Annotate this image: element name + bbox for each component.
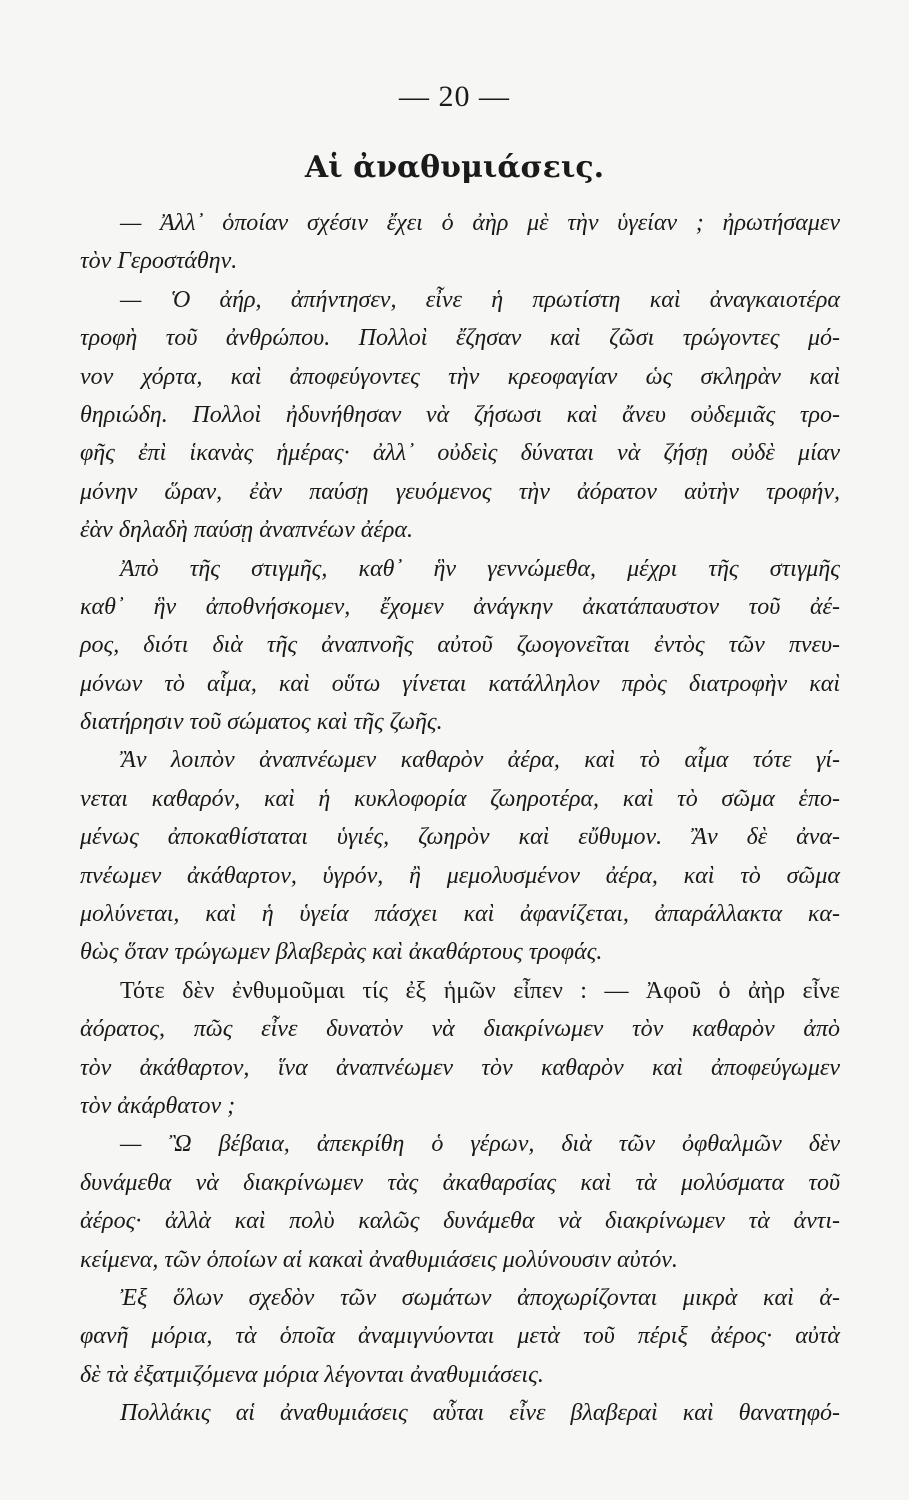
text-line: μολύνεται, καὶ ἡ ὑγεία πάσχει καὶ ἀφανίζεται, ἀπαράλλακτα κα- — [80, 901, 840, 928]
text-line: δυνάμεθα νὰ διακρίνωμεν τὰς ἀκαθαρσίας καὶ τὰ μολύσματα τοῦ — [80, 1169, 840, 1196]
text-line: νον χόρτα, καὶ ἀποφεύγοντες τὴν κρεοφαγίαν ὡς σκληρὰν καὶ — [80, 363, 840, 390]
text-line: πνέωμεν ἀκάθαρτον, ὑγρόν, ἢ μεμολυσμένον ἀέρα, καὶ τὸ σῶμα — [80, 862, 840, 889]
text-line: τροφὴ τοῦ ἀνθρώπου. Πολλοὶ ἔζησαν καὶ ζῶσι τρώγοντες μό- — [80, 325, 840, 352]
text-line: ἀέρος· ἀλλὰ καὶ πολὺ καλῶς δυνάμεθα νὰ διακρίνωμεν τὰ ἀντι- — [80, 1208, 840, 1235]
text-line: Ἐξ ὅλων σχεδὸν τῶν σωμάτων ἀποχωρίζονται μικρὰ καὶ ἀ- — [120, 1284, 840, 1311]
text-line: φανῆ μόρια, τὰ ὁποῖα ἀναμιγνύονται μετὰ τοῦ πέριξ ἀέρος· αὐτὰ — [80, 1323, 840, 1350]
text-line: νεται καθαρόν, καὶ ἡ κυκλοφορία ζωηροτέρα, καὶ τὸ σῶμα ἑπο- — [80, 785, 840, 812]
text-line: φῆς ἐπὶ ἱκανὰς ἡμέρας· ἀλλ᾽ οὐδεὶς δύναται νὰ ζήσῃ οὐδὲ μίαν — [80, 440, 840, 467]
section-title: Αἱ ἀναθυμιάσεις. — [304, 150, 605, 185]
page-number: — 20 — — [399, 80, 510, 113]
text-line: Πολλάκις αἱ ἀναθυμιάσεις αὗται εἶνε βλαβεραὶ καὶ θανατηφό- — [120, 1400, 840, 1427]
text-line: — Ὁ ἀήρ, ἀπήντησεν, εἶνε ἡ πρωτίστη καὶ ἀναγκαιοτέρα — [120, 286, 840, 313]
text-line: μόνων τὸ αἷμα, καὶ οὕτω γίνεται κατάλληλον πρὸς διατροφὴν καὶ — [80, 670, 840, 697]
text-line: τὸν ἀκάρθατον ; — [80, 1092, 236, 1119]
text-line: καθ᾽ ἣν ἀποθνήσκομεν, ἔχομεν ἀνάγκην ἀκατάπαυστον τοῦ ἀέ- — [80, 593, 840, 620]
text-line: Ἀπὸ τῆς στιγμῆς, καθ᾽ ἣν γεννώμεθα, μέχρι τῆς στιγμῆς — [120, 555, 840, 582]
body-text — [80, 204, 840, 1433]
text-line: ἐὰν δηλαδὴ παύσῃ ἀναπνέων ἀέρα. — [80, 517, 413, 544]
text-line: Ἂν λοιπὸν ἀναπνέωμεν καθαρὸν ἀέρα, καὶ τὸ αἷμα τότε γί- — [120, 747, 840, 774]
text-line: δὲ τὰ ἐξατμιζόμενα μόρια λέγονται ἀναθυμιάσεις. — [80, 1361, 544, 1388]
text-line: μόνην ὥραν, ἐὰν παύσῃ γευόμενος τὴν ἀόρατον αὐτὴν τροφήν, — [80, 478, 840, 505]
text-line: μένως ἀποκαθίσταται ὑγιές, ζωηρὸν καὶ εὔθυμον. Ἂν δὲ ἀνα- — [80, 824, 840, 851]
text-line: τὸν ἀκάθαρτον, ἵνα ἀναπνέωμεν τὸν καθαρὸν καὶ ἀποφεύγωμεν — [80, 1054, 840, 1081]
text-line: θηριώδη. Πολλοὶ ἠδυνήθησαν νὰ ζήσωσι καὶ ἄνευ οὐδεμιᾶς τρο- — [80, 401, 840, 428]
text-line: Τότε δὲν ἐνθυμοῦμαι τίς ἐξ ἡμῶν εἶπεν : — Ἀφοῦ ὁ ἀὴρ εἶνε — [120, 977, 840, 1004]
text-line: θὼς ὅταν τρώγωμεν βλαβερὰς καὶ ἀκαθάρτους τροφάς. — [80, 939, 603, 966]
text-line: — Ἀλλ᾽ ὁποίαν σχέσιν ἔχει ὁ ἀὴρ μὲ τὴν ὑγείαν ; ἠρωτήσαμεν — [120, 210, 840, 236]
text-line: τὸν Γεροστάθην. — [80, 248, 238, 275]
text-line: ρος, διότι διὰ τῆς ἀναπνοῆς αὐτοῦ ζωογονεῖται ἐντὸς τῶν πνευ- — [80, 632, 840, 659]
text-line: — Ὢ βέβαια, ἀπεκρίθη ὁ γέρων, διὰ τῶν ὀφθαλμῶν δὲν — [120, 1131, 840, 1158]
text-line: ἀόρατος, πῶς εἶνε δυνατὸν νὰ διακρίνωμεν τὸν καθαρὸν ἀπὸ — [80, 1016, 840, 1043]
text-line: κείμενα, τῶν ὁποίων αἱ κακαὶ ἀναθυμιάσεις μολύνουσιν αὐτόν. — [80, 1246, 678, 1273]
text-line: διατήρησιν τοῦ σώματος καὶ τῆς ζωῆς. — [80, 709, 443, 736]
